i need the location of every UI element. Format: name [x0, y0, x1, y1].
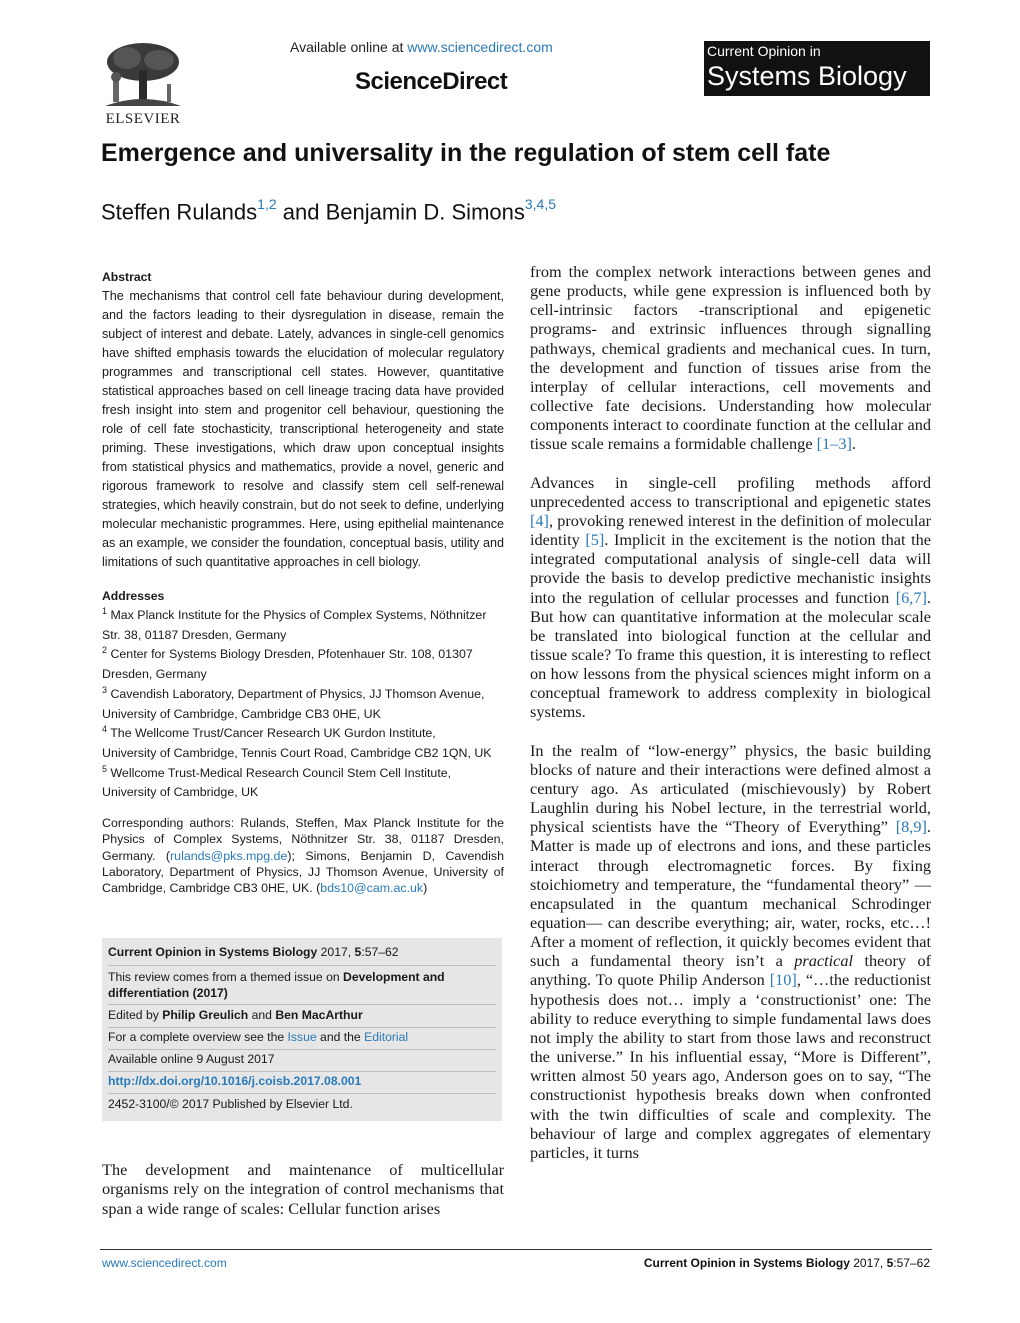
- addresses: [102, 588, 504, 801]
- citation-link[interactable]: [10]: [769, 970, 797, 990]
- address-line: University of Cambridge, UK: [102, 785, 259, 800]
- elsevier-tree-icon: [97, 40, 189, 110]
- address-line: $^3$ Cavendish Laboratory, Department of Physics, JJ Thomson Avenue,: [102, 684, 485, 701]
- author-and: and: [276, 199, 326, 225]
- infobox-citation: Current Opinion in Systems Biology 2017, 5:57–62: [108, 945, 399, 959]
- address-line: $^1$ Max Planck Institute for the Physics of Complex Systems, Nöthnitzer: [102, 606, 487, 623]
- sciencedirect-link[interactable]: www.sciencedirect.com: [407, 39, 553, 55]
- elsevier-logo: [97, 40, 189, 130]
- infobox-available: Available online 9 August 2017: [108, 1052, 275, 1066]
- citation-link[interactable]: [6,7]: [895, 587, 927, 607]
- citation-link[interactable]: [4]: [530, 510, 549, 530]
- right-column: [530, 262, 931, 1181]
- infobox-divider: [108, 1049, 496, 1050]
- abstract-heading: Abstract: [102, 270, 152, 284]
- body-paragraph: In the realm of “low-energy” physics, the basic building blocks of nature and their interactions were defined almost a century ago. As articulated (mischievously) by Robert Laughlin during his Nobel lecture, in the terrestrial world, physical scientists have the “Theory of Everything” [8,9]. Matter is made up of electrons and ions, and these particles interact through electromagnetic forces. By fixing stoichiometry and temperature, the “fundamental theory” —encapsulated in the quantum mechanical Schrodinger equation— can describe everything; air, water, rocks, etc…! After a moment of reflection, it quickly becomes evident that such a fundamental theory isn’t a practical theory of anything. To quote Philip Anderson [10], “…the reductionist hypothesis does not… imply a ‘constructionist’ one: The ability to reduce everything to simple fundamental laws does not imply the ability to start from those laws and reconstruct the universe.” In his influential essay, “More is Different”, written almost 50 years ago, Anderson goes on to say, “The constructionist hypothesis breaks down when confronted with the twin difficulties of scale and complexity. The behaviour of large and complex aggregates of elementary particles, it turns: [530, 740, 932, 1162]
- address-line: Str. 38, 01187 Dresden, Germany: [102, 627, 287, 642]
- address-line: $^2$ Center for Systems Biology Dresden, Pfotenhauer Str. 108, 01307: [102, 645, 473, 662]
- publisher-name: ELSEVIER: [105, 111, 181, 127]
- available-prefix: Available online at: [290, 39, 408, 55]
- journal-logo-box: [704, 41, 930, 96]
- author-2-affiliations[interactable]: 3,4,5: [524, 196, 557, 212]
- address-line: Dresden, Germany: [102, 667, 207, 682]
- email-link-rulands[interactable]: rulands@pks.mpg.de: [170, 848, 288, 863]
- infobox-copyright: 2452-3100/© 2017 Published by Elsevier Ltd.: [108, 1097, 353, 1111]
- infobox-themed-issue: This review comes from a themed issue on Development and differentiation (2017): [108, 970, 445, 1000]
- author-line: [101, 198, 556, 225]
- journal-logo-bottom: Systems Biology: [707, 61, 907, 91]
- addresses-heading: Addresses: [102, 589, 165, 603]
- address-line: $^4$ The Wellcome Trust/Cancer Research UK Gurdon Institute,: [102, 724, 436, 741]
- address-line: University of Cambridge, Tennis Court Road, Cambridge CB2 1QN, UK: [102, 746, 492, 761]
- doi-link[interactable]: http://dx.doi.org/10.1016/j.coisb.2017.08.001: [108, 1074, 362, 1088]
- infobox-divider: [108, 1027, 496, 1028]
- infobox-divider: [108, 965, 496, 966]
- abstract-text: The mechanisms that control cell fate behaviour during development, and the factors leading to their dysregulation in disease, remain the subject of interest and debate. Lately, advances in single-cell genomics have shifted emphasis towards the elucidation of molecular regulatory programmes and transcriptional cell states. However, quantitative statistical approaches based on cell lineage tracing data have provided fresh insight into stem and progenitor cell behaviour, questioning the role of cell fate stochasticity, transcriptional heterogeneity and state priming. These investigations, which draw upon conceptual insights from statistical physics and mathematics, provide a novel, generic and rigorous framework to resolve and classify stem cell self-renewal strategies, which heavily constrain, but do not seek to define, underlying molecular mechanistic programmes. Here, using epithelial maintenance as an example, we consider the foundation, conceptual basis, utility and limitations of such quantitative approaches in cell biology.: [102, 289, 504, 569]
- address-line: $^5$ Wellcome Trust-Medical Research Council Stem Cell Institute,: [102, 763, 452, 780]
- available-online: [290, 39, 553, 55]
- left-column: [102, 268, 504, 897]
- author-2: Benjamin D. Simons: [325, 199, 525, 225]
- journal-logo-top: Current Opinion in: [707, 43, 821, 59]
- article-info-box: [102, 938, 502, 1121]
- infobox-divider: [108, 1004, 496, 1005]
- author-1-affiliations[interactable]: 1,2: [257, 196, 277, 212]
- footer-divider: [100, 1249, 932, 1250]
- corresponding-authors: Corresponding authors: Rulands, Steffen, Max Planck Institute for the Physics of Complex Systems, Nöthnitzer Str. 38, 01187 Dresden, Germany. (rulands@pks.mpg.de); Simons, Benjamin D, Cavendish Laboratory, Department of Physics, JJ Thomson Avenue, University of Cambridge, Cambridge CB3 0HE, UK. (bds10@cam.ac.uk): [102, 816, 504, 896]
- footer-website-link[interactable]: www.sciencedirect.com: [102, 1256, 227, 1270]
- article-title: Emergence and universality in the regulation of stem cell fate: [101, 139, 831, 167]
- author-1: Steffen Rulands: [101, 199, 258, 225]
- citation-link[interactable]: [5]: [585, 530, 605, 550]
- citation-link[interactable]: [8,9]: [895, 817, 927, 837]
- sciencedirect-wordmark: ScienceDirect: [355, 68, 508, 95]
- editorial-link[interactable]: Editorial: [364, 1030, 409, 1044]
- infobox-overview: For a complete overview see the Issue and the Editorial: [108, 1030, 409, 1044]
- infobox-divider: [108, 1093, 496, 1094]
- citation-link[interactable]: [1–3]: [816, 434, 852, 454]
- email-link-simons[interactable]: bds10@cam.ac.uk: [320, 881, 424, 896]
- footer-citation: Current Opinion in Systems Biology 2017, 5:57–62: [643, 1256, 930, 1270]
- issue-link[interactable]: Issue: [287, 1030, 317, 1044]
- infobox-editors: Edited by Philip Greulich and Ben MacArthur: [108, 1008, 363, 1022]
- infobox-divider: [108, 1071, 496, 1072]
- body-paragraph: from the complex network interactions between genes and gene products, while gene expression is influenced both by cell-intrinsic factors -transcriptional and epigenetic programs- and extrinsic influences through signalling pathways, chemical gradients and mechanical cues. In turn, the development and function of tissues arise from the interplay of cellular interactions, cell movements and collective fate decisions. Understanding how molecular components interact to coordinate function at the cellular and tissue scale remains a formidable challenge [1–3].: [530, 262, 931, 454]
- body-paragraph: Advances in single-cell profiling methods afford unprecedented access to transcriptional and epigenetic states [4], provoking renewed interest in the definition of molecular identity [5]. Implicit in the excitement is the notion that the integrated computational analysis of single-cell data will provide the basis to develop predictive mechanistic insights into the regulation of cellular processes and function [6,7]. But how can quantitative information at the molecular scale be translated into biological function at the cellular and tissue scale? To frame this question, it is interesting to reflect on how lessons from the physical sciences might inform on a conceptual framework to address complexity in biological systems.: [530, 472, 931, 722]
- address-line: University of Cambridge, Cambridge CB3 0HE, UK: [102, 706, 381, 721]
- intro-paragraph-start: The development and maintenance of multicellular organisms rely on the integration of control mechanisms that span a wide range of scales: Cellular function arises: [102, 1160, 504, 1218]
